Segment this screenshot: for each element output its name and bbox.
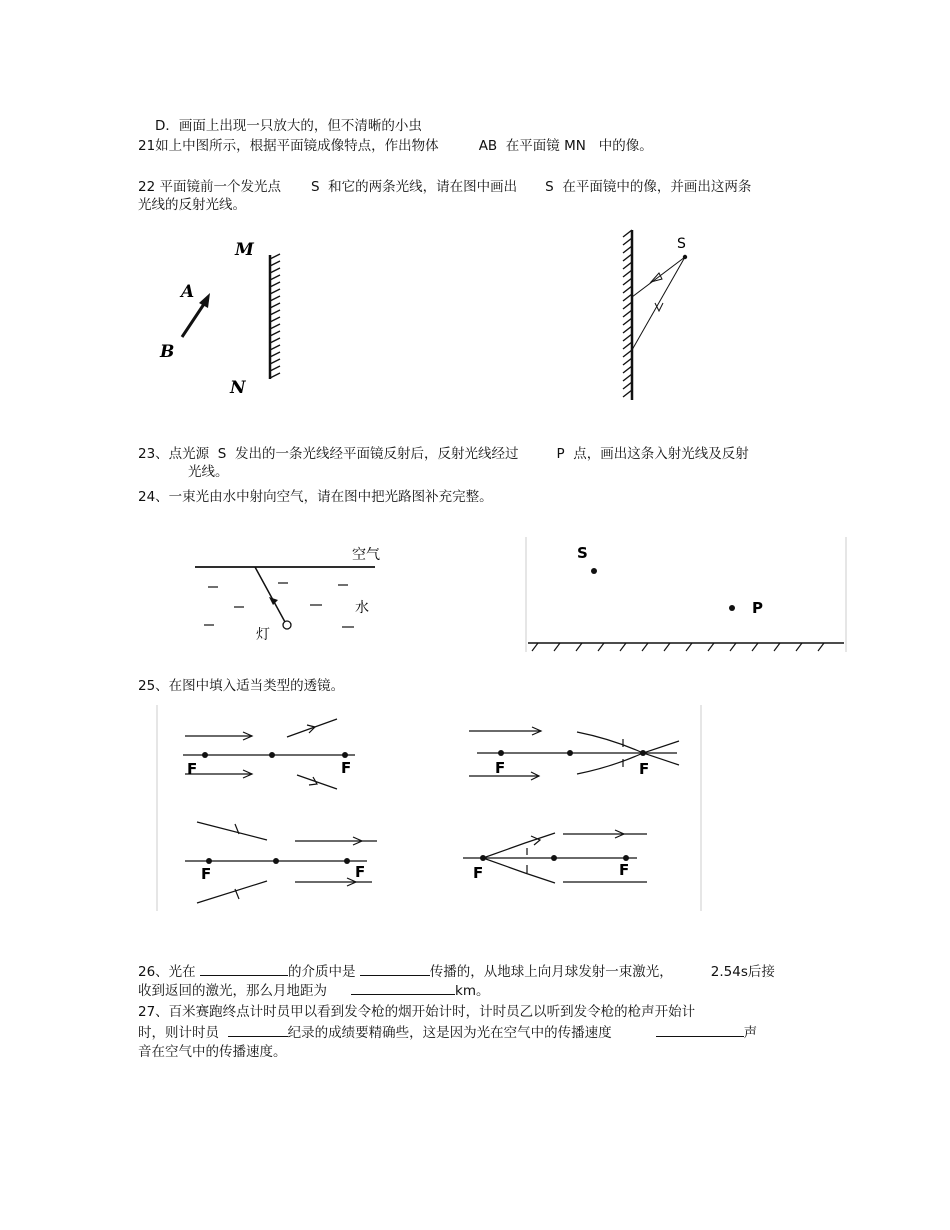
figure-23-points — [526, 535, 848, 655]
lamp — [283, 621, 291, 629]
center-point — [551, 855, 557, 861]
label-m: M — [235, 240, 254, 260]
diverging-ray-bottom — [483, 858, 555, 883]
label-f: F — [495, 759, 506, 777]
label-air: 空气 — [352, 547, 380, 563]
label-f: F — [473, 864, 484, 882]
object-ab — [182, 301, 206, 337]
diverging-ray-top — [483, 833, 555, 858]
figure-24-refraction — [190, 537, 410, 647]
blank-26a[interactable] — [200, 961, 288, 976]
label-f: F — [187, 760, 198, 778]
incoming-ray-top — [197, 822, 267, 840]
figure-25-lenses — [157, 703, 703, 913]
focus-point — [480, 855, 486, 861]
center-point — [273, 858, 279, 864]
focus-point — [498, 750, 504, 756]
figure-21-mirror — [150, 235, 300, 405]
question-27-line2: 时，则计时员 纪录的成绩要精确些，这是因为光在空气中的传播速度 声 — [138, 1022, 757, 1042]
mirror-hatching — [532, 643, 824, 651]
label-s: S — [677, 236, 686, 252]
ray-arrow — [269, 597, 278, 605]
label-s: S — [577, 544, 588, 562]
arrow-head-a — [199, 293, 210, 308]
question-27-line3: 音在空气中的传播速度。 — [138, 1044, 287, 1060]
question-26: 26、光在 的介质中是 传播的，从地球上向月球发射一束激光， 2.54s后接 — [138, 961, 775, 981]
label-f: F — [355, 863, 366, 881]
label-f: F — [201, 865, 212, 883]
question-23-line2: 光线。 — [188, 464, 229, 480]
question-27: 27、百米赛跑终点计时员甲以看到发令枪的烟开始计时，计时员乙以听到发令枪的枪声开始计 — [138, 1004, 696, 1020]
question-25: 25、在图中填入适当类型的透镜。 — [138, 678, 345, 694]
focus-point — [344, 858, 350, 864]
point-p — [729, 605, 735, 611]
label-water: 水 — [355, 600, 369, 616]
question-26-line2: 收到返回的激光，那么月地距为 km。 — [138, 980, 489, 1000]
outgoing-ray-top — [287, 719, 337, 737]
label-a: A — [181, 282, 195, 302]
question-21: 21如上中图所示，根据平面镜成像特点，作出物体 AB 在平面镜 MN 中的像。 — [138, 138, 653, 154]
figure-22-mirror — [615, 225, 725, 405]
focus-point — [202, 752, 208, 758]
mirror-hatching — [623, 230, 632, 397]
point-s — [591, 568, 597, 574]
label-f: F — [341, 759, 352, 777]
label-f: F — [619, 861, 630, 879]
question-22-line2: 光线的反射光线。 — [138, 197, 246, 213]
question-23: 23、点光源 S 发出的一条光线经平面镜反射后，反射光线经过 P 点，画出这条入射光线及反射 — [138, 446, 749, 462]
ray-1 — [632, 257, 685, 297]
lens-diagram-1 — [183, 719, 355, 789]
blank-26b[interactable] — [360, 961, 430, 976]
focus-point — [206, 858, 212, 864]
focus-point — [342, 752, 348, 758]
option-d: D．画面上出现一只放大的，但不清晰的小虫 — [155, 118, 422, 134]
blank-27b[interactable] — [656, 1022, 744, 1037]
label-n: N — [230, 378, 246, 398]
label-p: P — [752, 599, 763, 617]
water-marks — [204, 583, 354, 627]
converging-ray-top — [577, 732, 679, 765]
blank-26c[interactable] — [351, 980, 455, 995]
label-f: F — [639, 760, 650, 778]
label-lamp: 灯 — [256, 627, 270, 643]
question-24: 24、一束光由水中射向空气，请在图中把光路图补充完整。 — [138, 489, 493, 505]
center-point — [269, 752, 275, 758]
incoming-ray-bottom — [197, 881, 267, 903]
label-b: B — [160, 342, 175, 362]
question-22: 22 平面镜前一个发光点 S 和它的两条光线，请在图中画出 S 在平面镜中的像，并画出这两条 — [138, 179, 752, 195]
mirror-hatching — [270, 254, 280, 378]
ray-2 — [632, 257, 685, 350]
center-point — [567, 750, 573, 756]
converging-ray-bottom — [577, 741, 679, 774]
focus-point — [640, 750, 646, 756]
incident-ray — [255, 567, 285, 622]
blank-27a[interactable] — [228, 1022, 288, 1037]
ray-1-arrow — [651, 273, 662, 282]
outgoing-ray-bottom — [297, 775, 337, 789]
